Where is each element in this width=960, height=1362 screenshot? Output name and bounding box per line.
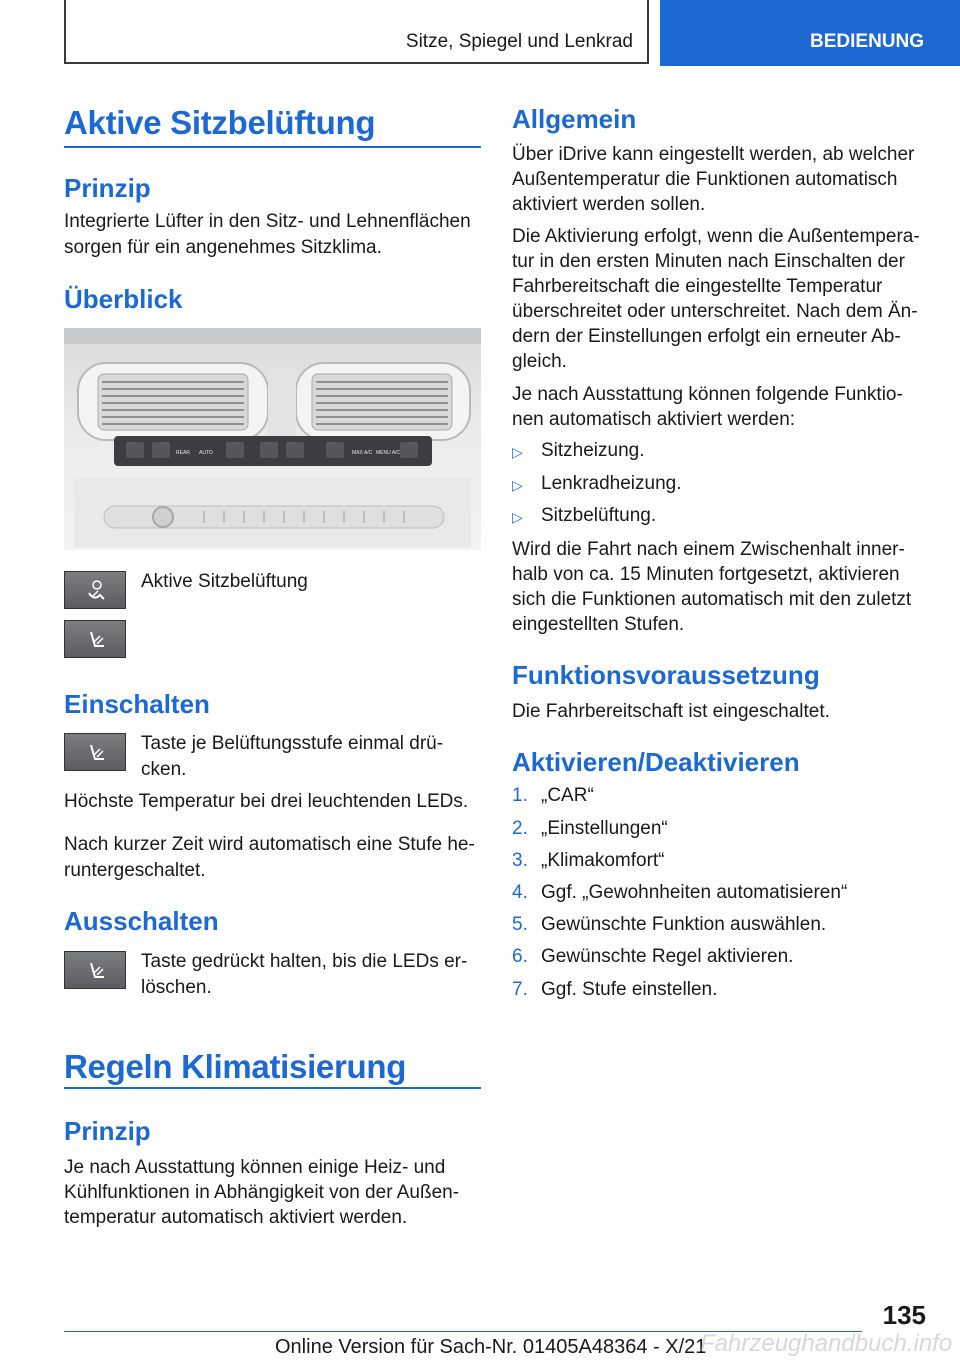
prinzip-text-line1: Integrierte Lüfter in den Sitz- und Lehnenflächen bbox=[64, 211, 471, 232]
heading-aktivieren-deaktivieren: Aktivieren/Deaktivieren bbox=[512, 747, 800, 777]
climate-panel-photo bbox=[64, 328, 481, 550]
prinzip2-line2: Kühlfunktionen in Abhängigkeit von der Außen- bbox=[64, 1182, 460, 1203]
seat-ventilation-fan-icon bbox=[64, 571, 126, 609]
heading-regeln-klimatisierung: Regeln Klimatisierung bbox=[64, 1048, 407, 1085]
photo-button-label: MENU A/C bbox=[376, 450, 401, 456]
aktivierung-line4: überschreitet oder unterschreitet. Nach dem Än- bbox=[512, 301, 918, 322]
bullet-triangle-icon: ▷ bbox=[512, 509, 523, 525]
heading-aktive-sitzbelueftung: Aktive Sitzbelüftung bbox=[64, 104, 376, 141]
allgemein-line3: aktiviert werden sollen. bbox=[512, 194, 706, 215]
chapter-tab[interactable] bbox=[660, 0, 960, 66]
prinzip2-line3: temperatur automatisch aktiviert werden. bbox=[64, 1207, 408, 1228]
heading-ueberblick: Überblick bbox=[64, 284, 183, 314]
bullet-triangle-icon: ▷ bbox=[512, 444, 523, 460]
zwischenhalt-line1: Wird die Fahrt nach einem Zwischenhalt inner- bbox=[512, 539, 905, 560]
watermark: Fahrzeughandbuch.info bbox=[700, 1330, 953, 1357]
photo-button-label: MAX A/C bbox=[352, 450, 373, 456]
heading-funktionsvoraussetzung: Funktionsvoraussetzung bbox=[512, 660, 820, 690]
einschalten-line2: cken. bbox=[141, 759, 187, 780]
ausschalten-line1: Taste gedrückt halten, bis die LEDs er- bbox=[141, 951, 468, 972]
aktivierung-line5: dern der Einstellungen erfolgt ein erneuter Ab- bbox=[512, 326, 901, 347]
ausschalten-line2: löschen. bbox=[141, 977, 212, 998]
aktivierung-line6: gleich. bbox=[512, 351, 567, 372]
seat-ventilation-icon bbox=[64, 620, 126, 658]
heading-prinzip-2: Prinzip bbox=[64, 1116, 151, 1146]
heading-einschalten: Einschalten bbox=[64, 689, 210, 719]
heading-prinzip: Prinzip bbox=[64, 173, 151, 203]
icon-caption: Aktive Sitzbelüftung bbox=[141, 571, 308, 592]
funktionsvoraussetzung-text: Die Fahrbereitschaft ist eingeschaltet. bbox=[512, 701, 830, 722]
einschalten-line1: Taste je Belüftungsstufe einmal drü- bbox=[141, 733, 444, 754]
seat-ventilation-button-icon bbox=[64, 951, 126, 989]
aktivierung-line1: Die Aktivierung erfolgt, wenn die Außentempera- bbox=[512, 226, 920, 247]
allgemein-line1: Über iDrive kann eingestellt werden, ab welcher bbox=[512, 144, 915, 165]
chapter-tab-label: BEDIENUNG bbox=[810, 31, 925, 52]
zwischenhalt-line2: halb von ca. 15 Minuten fortgesetzt, aktivieren bbox=[512, 564, 900, 585]
zwischenhalt-line4: eingestellten Stufen. bbox=[512, 614, 685, 635]
section-title: Sitze, Spiegel und Lenkrad bbox=[405, 31, 633, 52]
ausstattung-line2: nen automatisch aktiviert werden: bbox=[512, 409, 796, 430]
heading-rule bbox=[64, 1087, 481, 1089]
aktivierung-line2: tur in den ersten Minuten nach Einschalten der bbox=[512, 251, 905, 272]
heading-ausschalten: Ausschalten bbox=[64, 906, 219, 936]
hoechste-temperatur-text: Höchste Temperatur bei drei leuchtenden LEDs. bbox=[64, 791, 469, 812]
online-version-text: Online Version für Sach-Nr. 01405A48364 - X/21 bbox=[275, 1336, 707, 1358]
allgemein-line2: Außentemperatur die Funktionen automatisch bbox=[512, 169, 898, 190]
heading-allgemein: Allgemein bbox=[512, 104, 637, 134]
prinzip2-line1: Je nach Ausstattung können einige Heiz- und bbox=[64, 1157, 446, 1178]
page-number: 135 bbox=[882, 1300, 926, 1330]
seat-ventilation-button-icon bbox=[64, 733, 126, 771]
aktivierung-line3: Fahrbereitschaft die eingestellte Temperatur bbox=[512, 276, 883, 297]
nach-kurzer-zeit-line2: runtergeschaltet. bbox=[64, 860, 206, 881]
photo-button-label: REAR bbox=[176, 450, 190, 456]
bullet-triangle-icon: ▷ bbox=[512, 477, 523, 493]
climate-panel-drawing bbox=[64, 328, 481, 550]
header-frame bbox=[64, 0, 649, 64]
photo-button-label: AUTO bbox=[199, 450, 213, 456]
ausstattung-line1: Je nach Ausstattung können folgende Funktio- bbox=[512, 384, 903, 405]
nach-kurzer-zeit-line1: Nach kurzer Zeit wird automatisch eine Stufe he- bbox=[64, 834, 475, 855]
heading-rule bbox=[64, 146, 481, 148]
zwischenhalt-line3: sich die Funktionen automatisch mit den zuletzt bbox=[512, 589, 912, 610]
prinzip-text-line2: sorgen für ein angenehmes Sitzklima. bbox=[64, 237, 382, 258]
